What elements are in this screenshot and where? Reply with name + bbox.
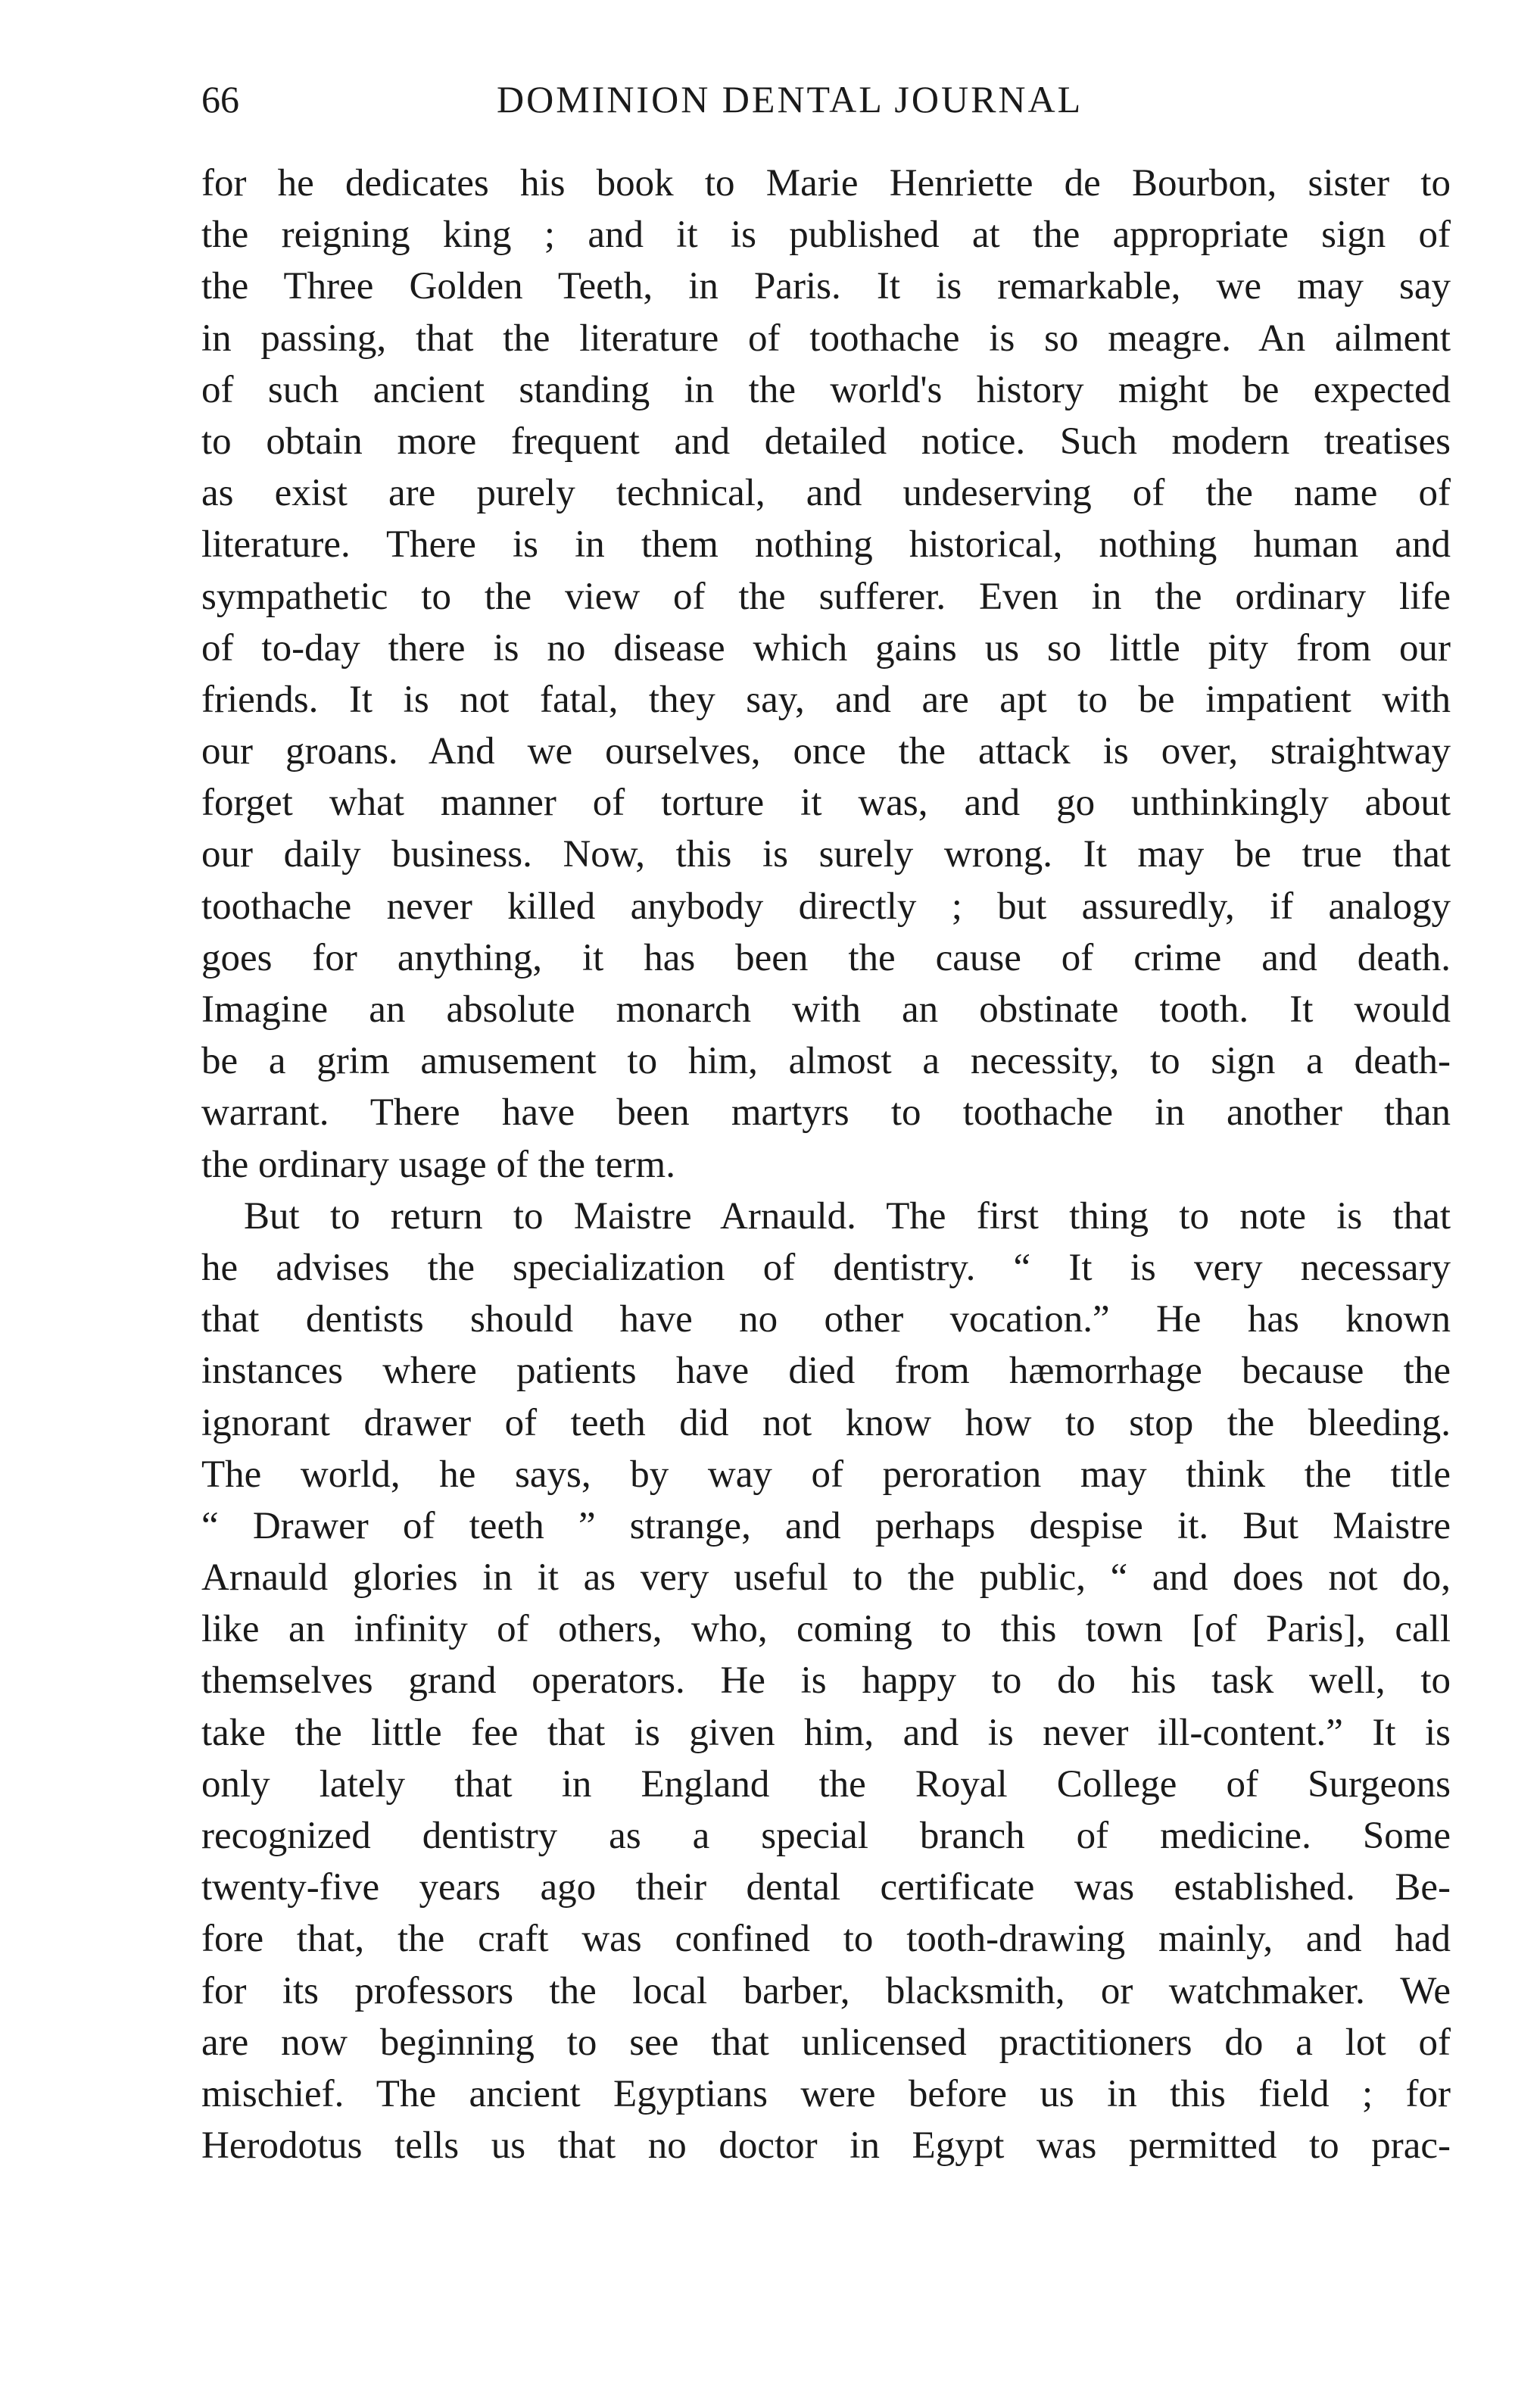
text-line: literature. There is in them nothing historical, nothing human and xyxy=(201,523,1451,567)
paragraph-last-line: the ordinary usage of the term. xyxy=(201,1143,675,1186)
text-line: instances where patients have died from hæmorrhage because the xyxy=(201,1350,1451,1393)
text-line: that dentists should have no other vocation.” He has known xyxy=(201,1298,1451,1341)
text-line: in passing, that the literature of toothache is so meagre. An ailment xyxy=(201,317,1451,360)
text-line: our daily business. Now, this is surely wrong. It may be true that xyxy=(201,833,1451,876)
text-line: warrant. There have been martyrs to toothache in another than xyxy=(201,1091,1451,1135)
text-line: The world, he says, by way of peroration may think the title xyxy=(201,1453,1451,1496)
body-text xyxy=(201,158,1451,2171)
text-line: ignorant drawer of teeth did not know how to stop the bleeding. xyxy=(201,1401,1451,1444)
text-line: toothache never killed anybody directly ; but assuredly, if analogy xyxy=(201,885,1451,928)
text-line: forget what manner of torture it was, and go unthinkingly about xyxy=(201,782,1451,825)
text-line: take the little fee that is given him, and is never ill-content.” It is xyxy=(201,1711,1451,1754)
text-line: the Three Golden Teeth, in Paris. It is remarkable, we may say xyxy=(201,265,1451,308)
text-line: to obtain more frequent and detailed notice. Such modern treatises xyxy=(201,420,1451,463)
text-line: mischief. The ancient Egyptians were before us in this field ; for xyxy=(201,2072,1451,2115)
text-line: for he dedicates his book to Marie Henriette de Bourbon, sister to xyxy=(201,162,1451,204)
running-title: DOMINION DENTAL JOURNAL xyxy=(497,78,1083,120)
text-line: are now beginning to see that unlicensed practitioners do a lot of xyxy=(201,2021,1451,2064)
text-line: themselves grand operators. He is happy to do his task well, to xyxy=(201,1659,1451,1703)
text-line: “ Drawer of teeth ” strange, and perhaps despise it. But Maistre xyxy=(201,1504,1451,1547)
text-line: he advises the specialization of dentistry. “ It is very necessary xyxy=(201,1246,1451,1289)
text-line: of to-day there is no disease which gains us so little pity from our xyxy=(201,626,1451,670)
text-line: for its professors the local barber, blacksmith, or watchmaker. We xyxy=(201,1969,1451,2012)
text-line: Arnauld glories in it as very useful to the public, “ and does not do, xyxy=(201,1556,1451,1600)
text-line: our groans. And we ourselves, once the attack is over, straightway xyxy=(201,730,1451,773)
text-line: recognized dentistry as a special branch of medicine. Some xyxy=(201,1815,1451,1857)
text-line: the reigning king ; and it is published at the appropriate sign of xyxy=(201,214,1451,257)
text-line: as exist are purely technical, and undeserving of the name of xyxy=(201,472,1451,515)
text-line: Herodotus tells us that no doctor in Egypt was permitted to prac- xyxy=(201,2124,1451,2168)
text-line: like an infinity of others, who, coming to this town [of Paris], call xyxy=(201,1608,1451,1651)
text-line: fore that, the craft was confined to tooth-drawing mainly, and had xyxy=(201,1918,1451,1961)
page-number: 66 xyxy=(201,78,239,120)
paragraph-first-line: But to return to Maistre Arnauld. The first thing to note is that xyxy=(244,1194,1451,1238)
text-line: sympathetic to the view of the sufferer. Even in the ordinary life xyxy=(201,575,1451,618)
text-line: Imagine an absolute monarch with an obstinate tooth. It would xyxy=(201,988,1451,1031)
text-line: friends. It is not fatal, they say, and are apt to be impatient with xyxy=(201,678,1451,721)
page-header xyxy=(201,73,1458,126)
text-line: only lately that in England the Royal College of Surgeons xyxy=(201,1762,1451,1806)
text-line: be a grim amusement to him, almost a necessity, to sign a death- xyxy=(201,1040,1451,1083)
text-line: twenty-five years ago their dental certificate was established. Be- xyxy=(201,1866,1451,1909)
text-line: goes for anything, it has been the cause of crime and death. xyxy=(201,936,1451,979)
text-line: of such ancient standing in the world's history might be expected xyxy=(201,368,1451,411)
